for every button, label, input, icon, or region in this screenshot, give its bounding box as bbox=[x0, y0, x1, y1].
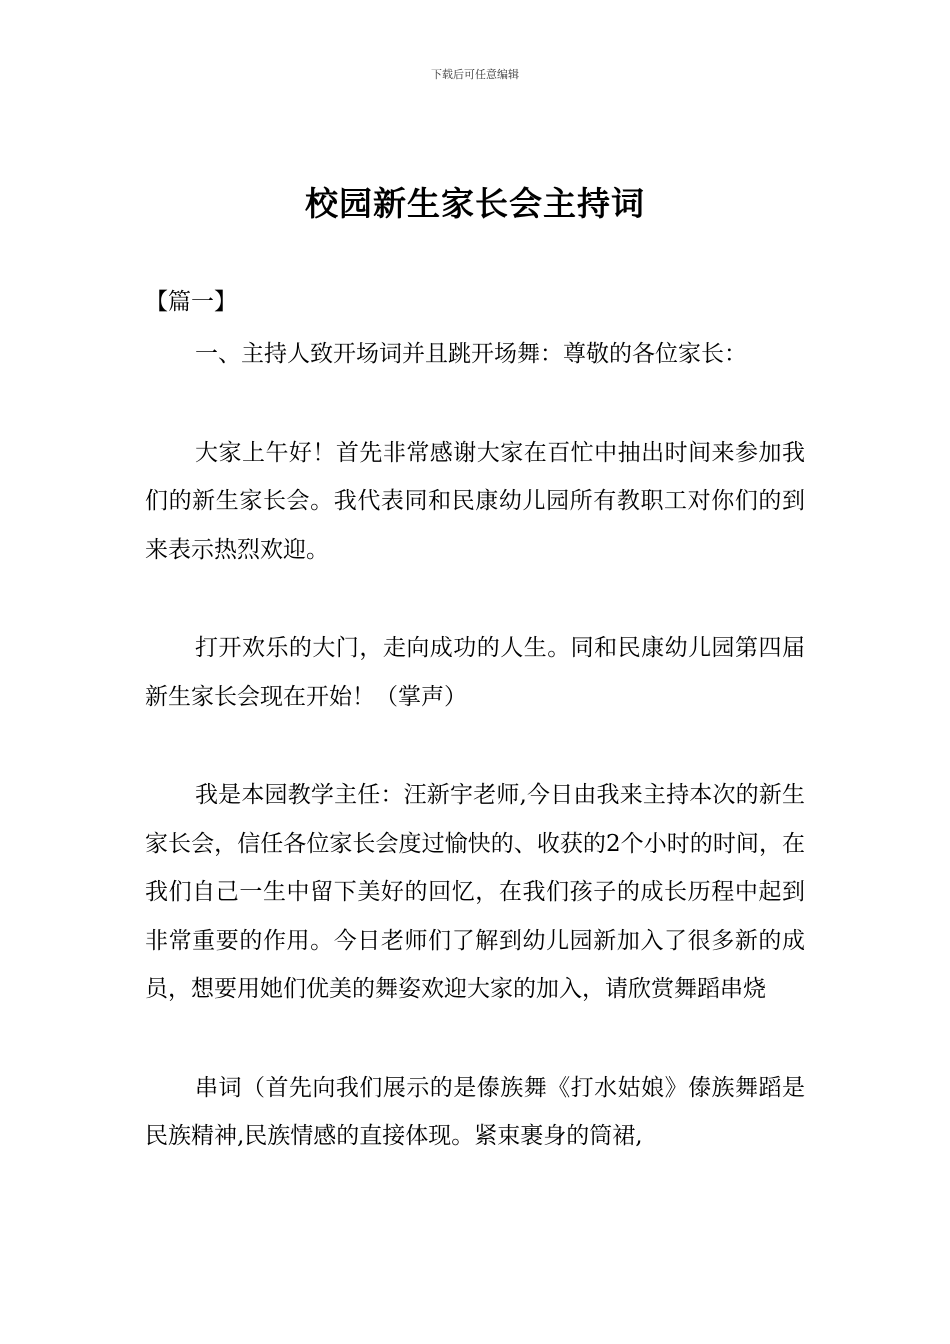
section-label: 【篇一】 bbox=[145, 289, 237, 315]
paragraph-dance-intro: 串词（首先向我们展示的是傣族舞《打水姑娘》傣族舞蹈是民族精神,民族情感的直接体现。紧束裹身的筒裙, bbox=[145, 1074, 805, 1149]
document-title: 校园新生家长会主持词 bbox=[305, 184, 645, 223]
paragraph-greeting: 大家上午好！首先非常感谢大家在百忙中抽出时间来参加我们的新生家长会。我代表同和民康幼儿园所有教职工对你们的到来表示热烈欢迎。 bbox=[145, 439, 805, 563]
paragraph-start: 打开欢乐的大门，走向成功的人生。同和民康幼儿园第四届新生家长会现在开始！（掌声） bbox=[145, 635, 805, 710]
document-body bbox=[145, 330, 805, 1161]
paragraph-opening: 一、主持人致开场词并且跳开场舞：尊敬的各位家长： bbox=[195, 341, 747, 367]
page-header-note: 下载后可任意编辑 bbox=[431, 68, 519, 81]
paragraph-host-intro: 我是本园教学主任：汪新宇老师,今日由我来主持本次的新生家长会，信任各位家长会度过愉快的、收获的2个小时的时间，在我们自己一生中留下美好的回忆，在我们孩子的成长历程中起到非常重要的作用。今日老师们了解到幼儿园新加入了很多新的成员，想要用她们优美的舞姿欢迎大家的加入，请欣赏舞蹈串烧 bbox=[145, 782, 805, 1002]
